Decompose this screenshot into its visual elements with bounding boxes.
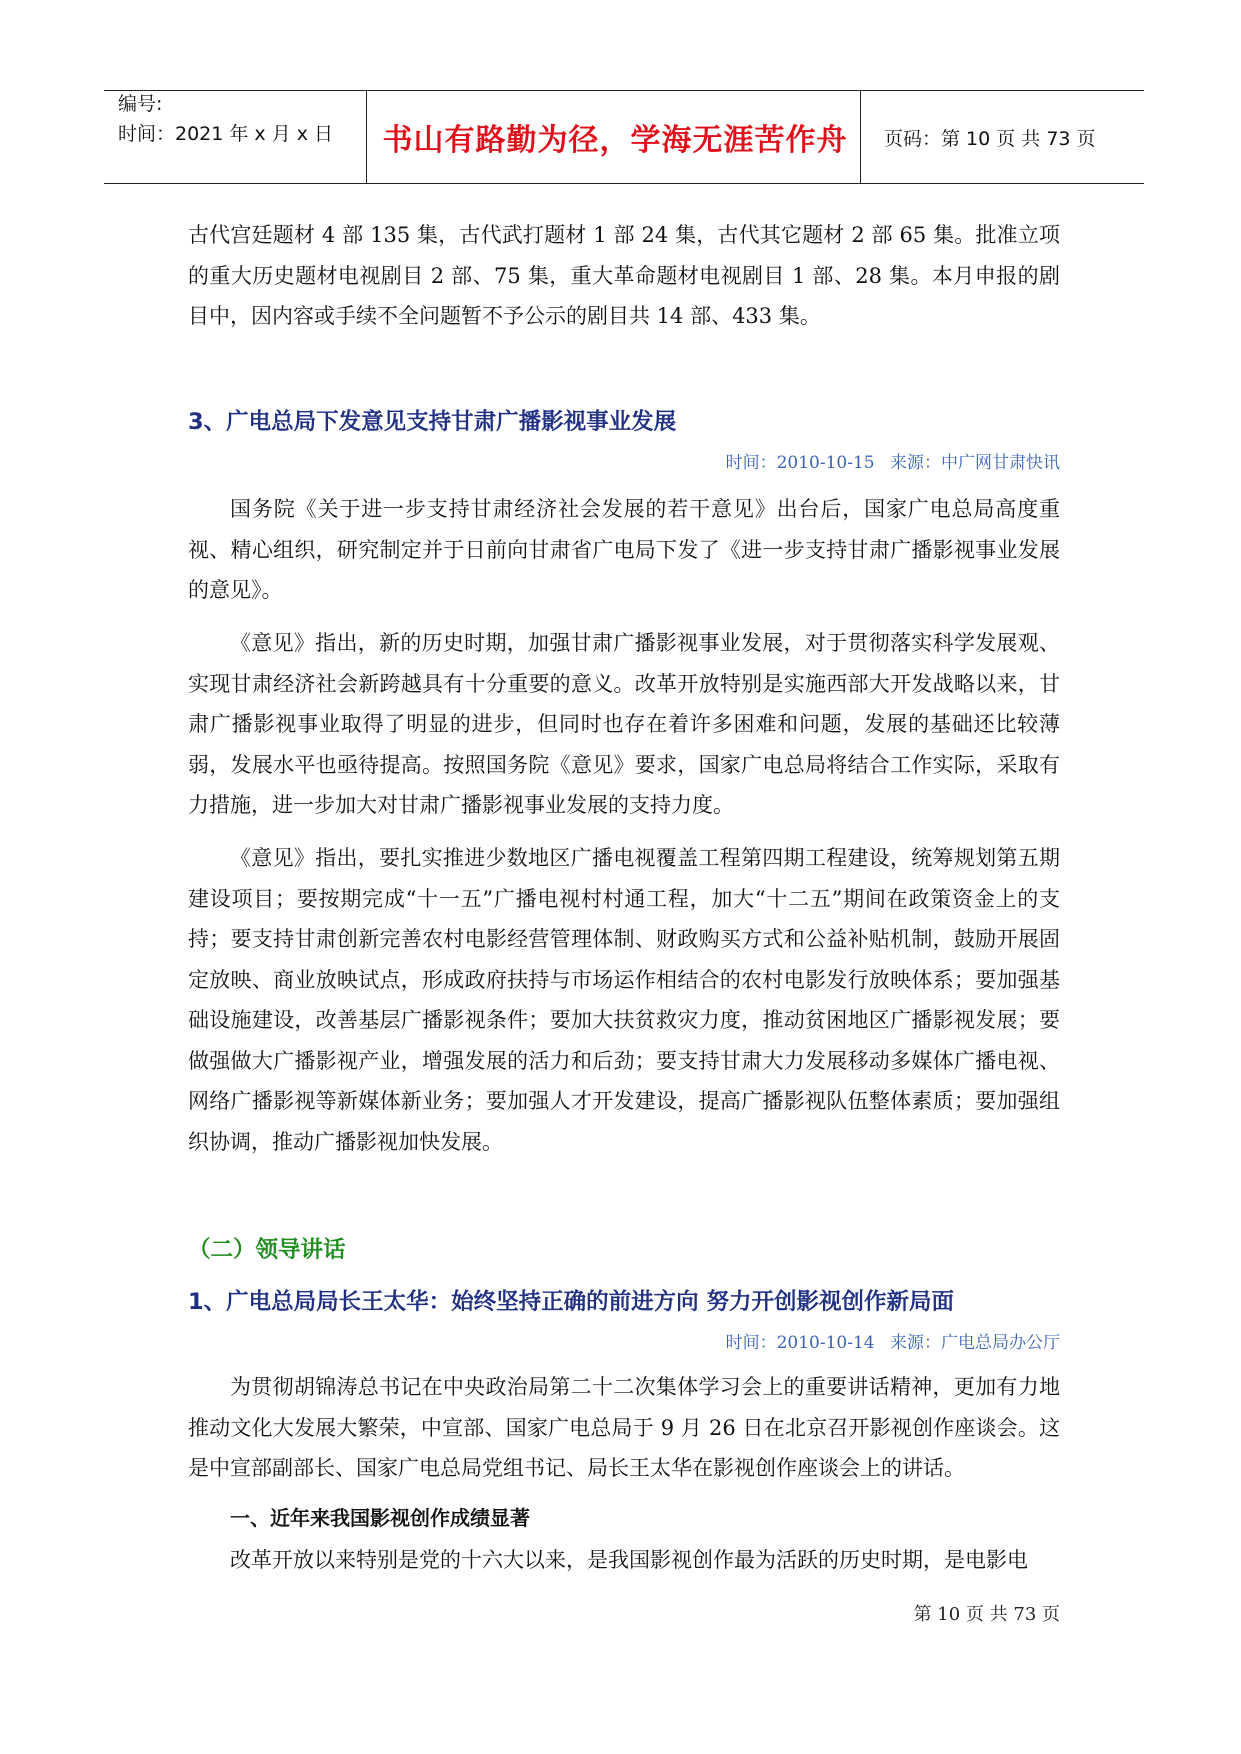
article-title: 3、广电总局下发意见支持甘肃广播影视事业发展 bbox=[188, 409, 677, 435]
article-paragraph: 国务院《关于进一步支持甘肃经济社会发展的若干意见》出台后，国家广电总局高度重视、精心组织，研究制定并于日前向甘肃省广电局下发了《进一步支持甘肃广播影视事业发展的意见》。 bbox=[188, 497, 1060, 602]
article-source: 来源：广电总局办公厅 bbox=[890, 1333, 1060, 1353]
article-paragraph: 《意见》指出，要扎实推进少数地区广播电视覆盖工程第四期工程建设，统筹规划第五期建设项目；要按期完成“十一五”广播电视村村通工程，加大“十二五”期间在政策资金上的支持；要支持甘肃创新完善农村电影经营管理体制、财政购买方式和公益补贴机制，鼓励开展固定放映、商业放映试点，形成政府扶持与市场运作相结合的农村电影发行放映体系；要加强基础设施建设，改善基层广播影视条件；要加大扶贫救灾力度，推动贫困地区广播影视发展；要做强做大广播影视产业，增强发展的活力和后劲；要支持甘肃大力发展移动多媒体广播电视、网络广播影视等新媒体新业务；要加强人才开发建设，提高广播影视队伍整体素质；要加强组织协调，推动广播影视加快发展。 bbox=[188, 846, 1060, 1154]
intro-paragraph: 古代宫廷题材 4 部 135 集，古代武打题材 1 部 24 集，古代其它题材 2 部 65 集。批准立项的重大历史题材电视剧目 2 部、75 集，重大革命题材电视剧目 1 部、28 集。本月申报的剧目中，因内容或手续不全问题暂不予公示的剧目共 14 部、433 集。 bbox=[188, 223, 1060, 328]
section-heading: （二）领导讲话 bbox=[188, 1237, 346, 1263]
article-paragraph: 改革开放以来特别是党的十六大以来，是我国影视创作最为活跃的历史时期，是电影电 bbox=[230, 1548, 1028, 1572]
article-time: 时间：2010-10-15 bbox=[725, 453, 875, 473]
number-label: 编号: bbox=[118, 93, 163, 115]
subsection-heading: 一、近年来我国影视创作成绩显著 bbox=[230, 1506, 530, 1530]
article-meta bbox=[716, 1328, 1060, 1353]
page-header bbox=[104, 90, 1144, 184]
article-source: 来源：中广网甘肃快讯 bbox=[890, 453, 1060, 473]
header-divider bbox=[366, 91, 367, 183]
time-label: 时间：2021 年 x 月 x 日 bbox=[118, 123, 334, 145]
article-paragraph: 《意见》指出，新的历史时期，加强甘肃广播影视事业发展，对于贯彻落实科学发展观、实现甘肃经济社会新跨越具有十分重要的意义。改革开放特别是实施西部大开发战略以来，甘肃广播影视事业取得了明显的进步，但同时也存在着许多困难和问题，发展的基础还比较薄弱，发展水平也亟待提高。按照国务院《意见》要求，国家广电总局将结合工作实际，采取有力措施，进一步加大对甘肃广播影视事业发展的支持力度。 bbox=[188, 631, 1060, 817]
page-footer: 第 10 页 共 73 页 bbox=[913, 1604, 1060, 1625]
header-motto: 书山有路勤为径，学海无涯苦作舟 bbox=[382, 123, 848, 158]
article-title: 1、广电总局局长王太华：始终坚持正确的前进方向 努力开创影视创作新局面 bbox=[188, 1289, 954, 1315]
header-meta bbox=[118, 91, 334, 145]
article-paragraph: 为贯彻胡锦涛总书记在中央政治局第二十二次集体学习会上的重要讲话精神，更加有力地推动文化大发展大繁荣，中宣部、国家广电总局于 9 月 26 日在北京召开影视创作座谈会。这是中宣部副部长、国家广电总局党组书记、局长王太华在影视创作座谈会上的讲话。 bbox=[188, 1375, 1060, 1480]
header-page-label: 页码：第 10 页 共 73 页 bbox=[884, 127, 1096, 150]
article-meta bbox=[716, 448, 1060, 473]
header-divider bbox=[860, 91, 861, 183]
article-time: 时间：2010-10-14 bbox=[725, 1333, 875, 1353]
